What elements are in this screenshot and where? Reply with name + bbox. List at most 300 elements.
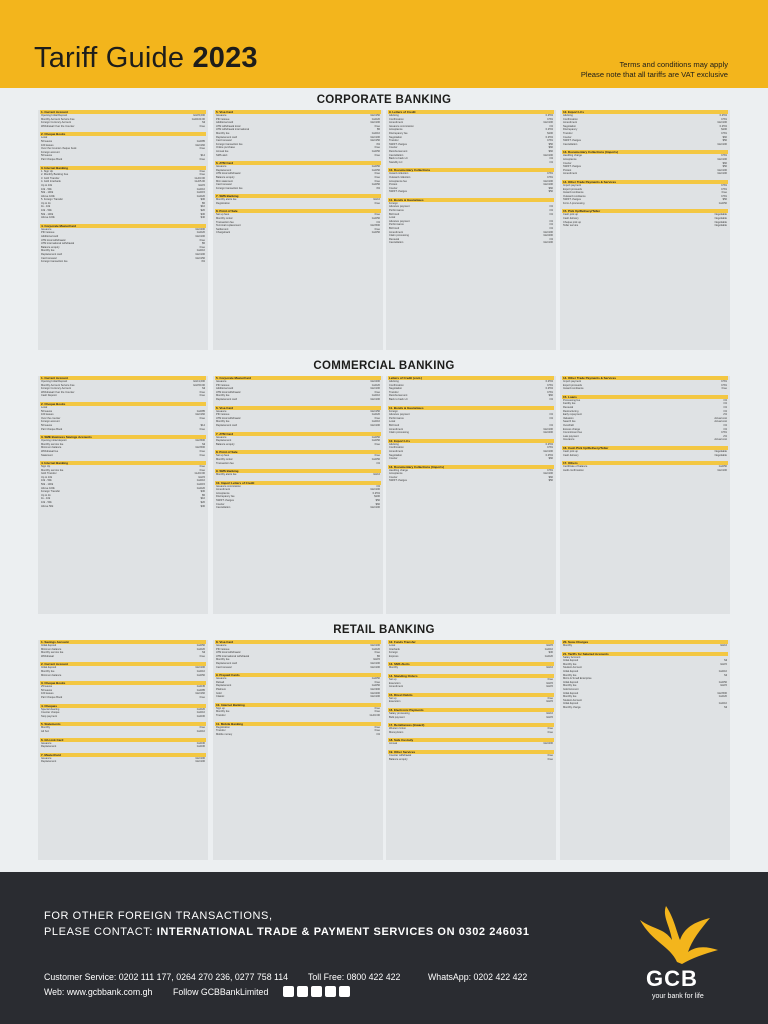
tariff-item-label: Import payment	[563, 183, 582, 187]
tariff-block	[40, 166, 206, 220]
tariff-block	[40, 640, 206, 658]
tariff-item-value: 0.5%	[721, 183, 727, 187]
tariff-item-label: Acceptance	[389, 128, 403, 132]
tariff-item-value: Free	[199, 465, 205, 469]
tariff-block-title: 15. Direct Debits	[388, 693, 554, 697]
social-icons	[283, 986, 350, 997]
tariff-block	[388, 110, 554, 164]
tariff-item-value: GH¢10	[371, 394, 380, 398]
tariff-item-value: GH¢10	[196, 187, 205, 191]
tariff-item-label: Additional card	[216, 121, 234, 125]
tariff-item-value: Actual cost	[714, 416, 727, 420]
tariff-item-label: Issuance commission	[389, 124, 414, 128]
tariff-item-label: Back to back LC	[389, 397, 408, 401]
tariff-item-value: Free	[199, 394, 205, 398]
tariff-item-label: Export proceeds	[563, 187, 582, 191]
tariff-item-label: Amendment	[389, 230, 403, 234]
tariff-item-label: Execution	[389, 700, 401, 704]
tariff-item-value: GH¢10	[196, 669, 205, 673]
tariff-item-label: Cash delivery	[563, 217, 579, 221]
tariff-item-label: Monthly fee	[563, 673, 577, 677]
tariff-item-value: 1%	[376, 484, 380, 488]
tariff-item-label: ATM withdrawal international	[216, 128, 250, 132]
tariff-item-label: Restructuring	[563, 409, 579, 413]
tariff-item-label: Monthly	[563, 644, 573, 647]
tariff-item-label: Gold	[216, 691, 222, 695]
tariff-column	[386, 110, 556, 350]
tariff-item-label: Cancellation	[563, 142, 578, 146]
tariff-block-title: 21. Tariffs for Salaried Accounts	[562, 652, 728, 656]
tariff-item-label: Local	[41, 405, 48, 409]
tariff-item-value: GH¢5,000	[193, 114, 205, 117]
tariff-item-value: Nil	[201, 442, 205, 446]
tariff-row	[562, 172, 728, 176]
tariff-item-value: GH¢10	[196, 249, 205, 253]
tariff-item-value: GH¢20	[371, 117, 380, 121]
tariff-item-label: Certificate of balance	[563, 465, 588, 469]
tariff-block	[388, 640, 554, 658]
tariff-item-label: Discrepancy fee	[216, 495, 235, 499]
tariff-item-label: SWIFT charges	[389, 142, 407, 146]
tariff-item-value: 3%	[201, 260, 205, 264]
tariff-item-label: Back to back LC	[389, 157, 408, 161]
tariff-item-label: Monthly service fee	[41, 442, 64, 446]
tariff-row	[388, 742, 554, 746]
tariff-item-label: Set up	[389, 696, 397, 700]
tariff-item-value: GH¢160	[195, 143, 205, 147]
tariff-block-title: 7. ATM Card	[215, 432, 381, 436]
tariff-item-value: 1%	[549, 160, 553, 164]
tariff-item-value: GH¢200	[195, 227, 205, 231]
section-title-corporate: CORPORATE BANKING	[316, 94, 452, 106]
tariff-item-value: GH¢50.00	[193, 383, 205, 387]
tariff-item-label: ATM local withdrawal	[41, 238, 66, 242]
tariff-item-label: Transfer	[389, 390, 399, 394]
tariff-item-value: Free	[199, 238, 205, 242]
tariff-item-label: Transfer	[389, 139, 399, 143]
tariff-item-label: SWIFT charges	[216, 499, 234, 503]
tariff-item-value: Free	[374, 416, 380, 420]
tariff-item-label: Monthly service fee	[41, 651, 64, 655]
tariff-item-label: Monthly	[389, 666, 399, 670]
tariff-item-label: 2. Monthly Banking Fee	[41, 173, 69, 177]
tariff-item-value: Negotiable	[714, 453, 727, 457]
tariff-item-value: GH¢100	[543, 241, 553, 245]
tariff-item-label: Confirmation	[389, 383, 404, 387]
tariff-item-value: $10	[200, 497, 205, 501]
tariff-item-label: ATM international withdrawal	[41, 242, 75, 246]
tariff-item-value: GH¢50	[371, 168, 380, 172]
tariff-block	[40, 402, 206, 431]
tariff-item-value: GH¢2	[373, 473, 380, 477]
tariff-row	[388, 479, 554, 483]
tariff-item-value: $30	[200, 198, 205, 202]
tariff-item-label: Claim processing	[389, 234, 409, 238]
tariff-row	[562, 644, 728, 648]
tariff-item-value: 0.5%	[547, 139, 553, 143]
tariff-item-value: GH¢10	[196, 479, 205, 483]
tariff-item-label: PIN reissue	[216, 383, 230, 387]
tariff-item-label: Handling charge	[563, 154, 582, 158]
tariff-item-label: Facility fee	[563, 402, 576, 406]
tariff-block-title: 12. Export LCs	[562, 110, 728, 114]
tariff-item-label: Overdraft	[563, 423, 574, 427]
tariff-item-value: $60	[548, 475, 553, 479]
tariff-item-value: 0.5%	[721, 131, 727, 135]
tariff-item-label: Sign Up	[41, 465, 51, 469]
tariff-item-value: GH¢5	[198, 183, 205, 187]
tariff-item-value: Free	[374, 442, 380, 446]
tariff-item-value: 0.5%	[547, 117, 553, 121]
tariff-item-label: Platinum	[216, 687, 227, 691]
tariff-item-label: Renewal	[563, 405, 574, 409]
tariff-item-value: GH¢50	[371, 684, 380, 688]
tariff-item-value: GH¢200	[370, 691, 380, 695]
tariff-item-label: SWIFT charges	[563, 139, 581, 143]
tariff-item-label: Cash delivery	[563, 453, 579, 457]
tariff-block	[388, 708, 554, 719]
tariff-item-value: Free	[199, 390, 205, 394]
tariff-item-value: Free	[547, 730, 553, 734]
tariff-block-title: 17. Others	[562, 461, 728, 465]
facebook-icon[interactable]	[311, 986, 322, 997]
tariff-item-value: 0.25%	[545, 114, 553, 117]
tariff-item-value: GH¢10	[196, 729, 205, 733]
tariff-item-label: Issuance	[216, 435, 227, 439]
tariff-item-value: GH¢500	[195, 439, 205, 443]
tariff-item-value: Nil	[723, 673, 727, 677]
tariff-item-label: PIN reissue	[216, 117, 230, 121]
tariff-item-value: GH¢50	[371, 435, 380, 439]
tariff-block	[40, 224, 206, 264]
tariff-item-label: Courier	[563, 135, 572, 139]
tariff-row	[562, 438, 728, 442]
tariff-item-label: 1k - 10k	[41, 205, 51, 209]
tariff-item-value: 1%	[723, 427, 727, 431]
tariff-item-value: GH¢150	[370, 114, 380, 117]
tariff-item-label: Balance enquiry	[41, 245, 60, 249]
tariff-item-value: GH¢500	[717, 691, 727, 695]
tariff-block	[40, 753, 206, 764]
tariff-row	[40, 125, 206, 129]
tariff-item-value: GH¢2	[720, 644, 727, 647]
tariff-item-value: GH¢5	[373, 658, 380, 662]
tariff-row	[388, 457, 554, 461]
tariff-item-value: GH¢10	[718, 669, 727, 673]
tariff-item-label: Initial deposit	[563, 659, 579, 663]
tariff-block	[40, 722, 206, 733]
tariff-row	[562, 706, 728, 710]
tariff-item-label: Replacement	[216, 684, 232, 688]
tariff-block-title: 5. Visa Card	[215, 110, 381, 114]
instagram-icon[interactable]	[339, 986, 350, 997]
tariff-item-value: 0.5%	[547, 390, 553, 394]
tariff-item-value: $30	[200, 212, 205, 216]
tariff-item-value: GH¢30	[196, 741, 205, 745]
tariff-item-label: Salary Account	[563, 655, 581, 659]
tariff-block	[388, 406, 554, 435]
tariff-item-label: 10k - 50k	[41, 187, 52, 191]
tariff-item-value: $30	[200, 504, 205, 508]
tariff-item-value: $20	[200, 209, 205, 213]
tariff-row	[215, 424, 381, 428]
tariff-item-value: 1%	[549, 219, 553, 223]
tariff-row	[562, 202, 728, 206]
tariff-item-label: SWIFT charges	[563, 198, 581, 202]
tariff-block	[215, 376, 381, 402]
tariff-block-title: 12. Export LCs	[388, 439, 554, 443]
tariff-item-value: GH¢5	[546, 715, 553, 719]
tariff-item-label: 25 leaves	[41, 685, 53, 689]
tariff-item-label: Courier	[389, 146, 398, 150]
tariff-item-label: Balance enquiry	[389, 757, 408, 761]
tariff-item-value: $5	[377, 128, 380, 132]
tariff-item-value: GH¢30	[196, 745, 205, 749]
tariff-item-label: Over the Counter cheque book	[41, 147, 77, 151]
tariff-item-label: Monthly fee	[563, 684, 577, 688]
tariff-item-label: Replacement	[216, 439, 232, 443]
tariff-item-label: Issuance	[216, 644, 227, 647]
tariff-block-title: 9. SMS Banking	[215, 469, 381, 473]
tariff-item-label: Transfer	[563, 131, 573, 135]
tariff-item-label: Counter withdrawal	[389, 753, 412, 757]
tariff-block-title: 11. Bonds & Guarantees	[388, 406, 554, 410]
tariff-item-value: GH¢45	[196, 685, 205, 689]
tariff-block-title: 7. SMS Banking	[215, 194, 381, 198]
tariff-item-label: Cancellation	[216, 506, 231, 510]
tariff-item-value: GH¢100	[370, 661, 380, 665]
tariff-row	[40, 216, 206, 220]
tariff-item-value: GH¢100	[717, 157, 727, 161]
tariff-block	[215, 469, 381, 477]
tariff-item-value: Free	[547, 696, 553, 700]
tariff-block	[40, 662, 206, 677]
tariff-item-value: GH¢50	[371, 183, 380, 187]
tariff-item-value: GH¢100	[543, 472, 553, 476]
tariff-item-label: 50k - 100k	[41, 191, 54, 195]
tariff-item-value: Free	[374, 172, 380, 176]
tariff-item-value: GH¢100	[370, 423, 380, 427]
tariff-block-title: 6. ATM Card	[215, 161, 381, 165]
tariff-column	[386, 640, 556, 860]
tariff-item-label: Express	[389, 654, 399, 658]
tariff-item-label: Reimbursement	[389, 394, 408, 398]
tariff-item-value: 0.5%	[721, 154, 727, 158]
tariff-item-value: 0.25%	[545, 453, 553, 457]
tariff-item-value: GH¢5	[546, 685, 553, 689]
tariff-item-value: GH¢50	[371, 457, 380, 461]
tariff-item-value: 1%	[376, 461, 380, 465]
tariff-item-value: Free	[199, 245, 205, 249]
tariff-block-title: 15. Pick Up/Delivery/Teller	[562, 209, 728, 213]
tariff-item-label: Advising	[389, 442, 399, 446]
tariff-item-label: Foreign transaction fee	[216, 142, 243, 146]
tariff-block-title: 3. Internet Banking	[40, 166, 206, 170]
tariff-item-label: Above 100k	[41, 194, 55, 198]
tariff-item-label: Withdrawal	[41, 654, 54, 658]
tariff-item-label: Initial deposit	[563, 680, 579, 684]
tariff-item-label: Monthly charge	[563, 705, 581, 709]
tariff-item-value: Free	[374, 146, 380, 150]
tariff-block	[40, 461, 206, 508]
tariff-item-label: Courier	[389, 475, 398, 479]
tariff-item-label: Minimum balance	[41, 647, 62, 651]
tariff-item-value: GH¢15	[196, 191, 205, 195]
tariff-item-label: Settlement	[216, 227, 229, 231]
tariff-item-label: Bulk payment	[389, 715, 405, 719]
tariff-item-value: GH¢100	[543, 427, 553, 431]
tariff-item-label: Foreign account	[41, 150, 60, 154]
tariff-item-value: Free	[547, 753, 553, 757]
tariff-item-label: Chargeback	[216, 231, 230, 235]
tariff-item-value: 1%	[376, 732, 380, 736]
tariff-item-value: 0.25%	[719, 124, 727, 128]
tariff-item-label: Card renewal	[41, 256, 57, 260]
tariff-item-value: GH¢10	[196, 711, 205, 715]
tariff-item-value: Free	[547, 757, 553, 761]
tariff-item-label: Replacement	[216, 168, 232, 172]
tariff-row	[388, 190, 554, 194]
tariff-item-label: 50 leaves	[41, 409, 53, 413]
tariff-item-value: GH¢20	[371, 413, 380, 417]
tariff-item-value: Nil	[201, 651, 205, 655]
tariff-block	[388, 723, 554, 734]
tariff-item-label: Replacement card	[216, 397, 238, 401]
tariff-item-label: Stop payment	[41, 714, 58, 718]
tariff-row	[388, 716, 554, 720]
tariff-item-label: Amendment	[389, 449, 403, 453]
tariff-item-value: GH¢10	[718, 702, 727, 706]
tariff-block-title: 4. Corporate MasterCard	[40, 224, 206, 228]
tariff-block-title: 5. Statements	[40, 722, 206, 726]
tariff-item-label: Set up fees	[216, 213, 230, 217]
tariff-block	[388, 662, 554, 670]
tariff-block-title: 19. Other Services	[388, 750, 554, 754]
tariff-item-label: Amendment	[216, 488, 230, 492]
tariff-item-value: GH¢100	[195, 235, 205, 239]
tariff-item-label: ATM withdrawal local	[216, 124, 241, 128]
tariff-item-label: Initial deposit	[563, 691, 579, 695]
tariff-item-label: Western Union	[389, 727, 407, 731]
tariff-row	[40, 158, 206, 162]
linkedin-icon[interactable]	[325, 986, 336, 997]
tariff-block-title: 5. Corporate MasterCard	[215, 376, 381, 380]
tariff-item-label: Monthly fee	[216, 710, 230, 714]
tariff-item-label: Courier	[216, 502, 225, 506]
tariff-item-value: $50	[722, 165, 727, 169]
tariff-item-label: SMS alert	[216, 153, 228, 157]
tariff-item-label: Bid bond	[389, 423, 400, 427]
tariff-item-value: Free	[374, 706, 380, 710]
tariff-item-label: Processing fee	[563, 398, 581, 402]
youtube-icon[interactable]	[297, 986, 308, 997]
tariff-item-value: Free	[199, 157, 205, 161]
website-link[interactable]: Web: www.gcbbank.com.gh	[44, 987, 153, 997]
tariff-block-title: 2. Cheque Books	[40, 402, 206, 406]
tariff-row	[388, 666, 554, 670]
tariff-item-label: PIN reissue	[216, 413, 230, 417]
tariff-item-value: GH¢50	[371, 231, 380, 235]
tariff-item-value: GH¢100	[370, 387, 380, 391]
tariff-block	[562, 180, 728, 206]
tariff-item-label: Negotiation	[389, 453, 403, 457]
tariff-item-label: ATM international withdrawal	[216, 654, 250, 658]
tariff-item-value: $50	[722, 139, 727, 143]
tariff-block-title: 14. Other Trade Payments & Services	[562, 376, 728, 380]
tariff-item-value: $100	[721, 128, 727, 132]
tariff-item-label: GH¢ Transfer	[41, 472, 57, 476]
page-title: Tariff Guide 2023	[34, 42, 258, 74]
tariff-item-value: 0.5%	[547, 175, 553, 179]
tariff-item-label: Counter cheque	[41, 711, 60, 715]
tariff-item-value: GH¢50	[718, 465, 727, 469]
tariff-block	[388, 465, 554, 483]
tariff-row	[40, 655, 206, 659]
tariff-item-label: Minimum balance	[41, 673, 62, 677]
tariff-item-value: GH¢50	[718, 680, 727, 684]
tariff-row	[40, 428, 206, 432]
tariff-item-value: GH¢100	[717, 168, 727, 172]
tariff-item-label: Gold Account	[563, 687, 579, 691]
tariff-item-value: GH¢15	[196, 483, 205, 487]
tariff-block	[562, 461, 728, 472]
tariff-block-title: 17. Remittances (Inward)	[388, 723, 554, 727]
tariff-item-label: 10k - 50k	[41, 209, 52, 213]
tariff-item-label: Inward collection	[389, 172, 409, 176]
twitter-icon[interactable]	[283, 986, 294, 997]
tariff-item-value: GH¢100	[543, 179, 553, 183]
customer-service-line: Customer Service: 0202 111 177, 0264 270 236, 0277 758 114	[44, 972, 289, 982]
tariff-item-value: $60	[548, 186, 553, 190]
tariff-item-label: Courier	[563, 161, 572, 165]
tariff-item-value: GH¢20	[544, 654, 553, 658]
tariff-item-label: Valuation	[563, 416, 574, 420]
tariff-item-label: 50 leaves	[41, 688, 53, 692]
tariff-item-label: Micro & Small Enterprise	[563, 677, 592, 681]
tariff-block	[562, 640, 728, 648]
tariff-block	[388, 674, 554, 689]
tariff-item-value: GH¢5	[546, 681, 553, 685]
tariff-row	[562, 143, 728, 147]
tariff-item-value: GH¢150	[370, 139, 380, 143]
tariff-item-value: GH¢50	[371, 677, 380, 681]
tariff-row	[388, 241, 554, 245]
tariff-item-value: 0.25%	[545, 128, 553, 132]
tariff-item-value: GH¢20	[196, 486, 205, 490]
tariff-item-label: 50 leaves	[41, 139, 53, 143]
tariff-item-label: Sign up	[216, 706, 225, 710]
tariff-item-label: Up to 10k	[41, 183, 53, 187]
tariff-item-value: Free	[374, 124, 380, 128]
tariff-item-value: 0.5%	[721, 194, 727, 198]
tariff-block	[388, 750, 554, 761]
tariff-item-value: $50	[375, 499, 380, 503]
tariff-item-value: 1%	[376, 220, 380, 224]
tariff-block	[40, 435, 206, 457]
terms-note: Terms and conditions may apply Please note that all tariffs are VAT exclusive	[580, 60, 728, 79]
tariff-item-label: 50 leaves	[41, 423, 53, 427]
tariff-item-label: Monthly fee	[41, 669, 55, 673]
tariff-item-label: Withdrawal fee	[41, 449, 59, 453]
tariff-item-value: GH¢5	[720, 662, 727, 666]
tariff-item-label: Foreign	[389, 651, 398, 655]
tariff-item-label: Handling charge	[389, 468, 408, 472]
tariff-item-value: GH¢10	[371, 420, 380, 424]
tariff-item-label: Mobile money	[216, 732, 233, 736]
tariff-item-value: GH¢50	[371, 165, 380, 169]
tariff-item-value: $14	[200, 423, 205, 427]
tariff-item-value: 0.25%	[545, 135, 553, 139]
